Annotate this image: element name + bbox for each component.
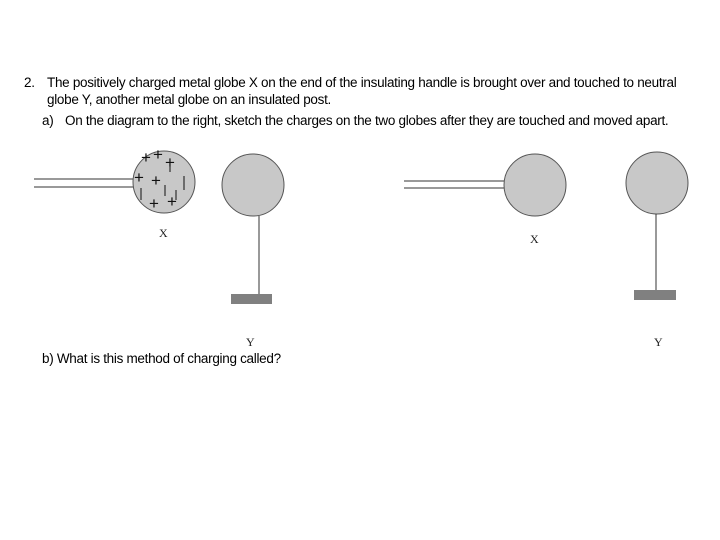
right-diagram <box>404 152 688 300</box>
question-text-line-1: The positively charged metal globe X on the end of the insulating handle is brought over and touched to neutral <box>47 75 677 90</box>
right-globe-x-label: X <box>530 232 539 246</box>
left-insulating-handle <box>34 179 136 187</box>
charge-plus: + <box>141 148 151 167</box>
left-globe-y <box>222 154 284 216</box>
right-globe-y <box>626 152 688 214</box>
part-b-question: b) What is this method of charging called? <box>42 351 281 366</box>
left-globe-x-label: X <box>159 226 168 240</box>
part-a-text: On the diagram to the right, sketch the charges on the two globes after they are touched and moved apart. <box>65 113 669 128</box>
right-globe-y-base <box>634 290 676 300</box>
charge-plus: + <box>165 153 175 172</box>
question-text-line-2: globe Y, another metal globe on an insulated post. <box>47 92 331 107</box>
right-insulating-handle <box>404 181 505 188</box>
left-globe-y-base <box>231 294 272 304</box>
charge-plus: + <box>134 168 144 187</box>
right-globe-x <box>504 154 566 216</box>
right-globe-y-label: Y <box>654 335 663 349</box>
question-number: 2. <box>24 75 35 90</box>
charge-plus: + <box>151 171 161 190</box>
charge-plus: + <box>149 194 159 213</box>
left-globe-y-label: Y <box>246 335 255 349</box>
charge-plus: + <box>167 192 177 211</box>
charge-plus: + <box>153 145 163 164</box>
left-diagram <box>34 145 284 304</box>
part-a-label: a) <box>42 113 54 128</box>
